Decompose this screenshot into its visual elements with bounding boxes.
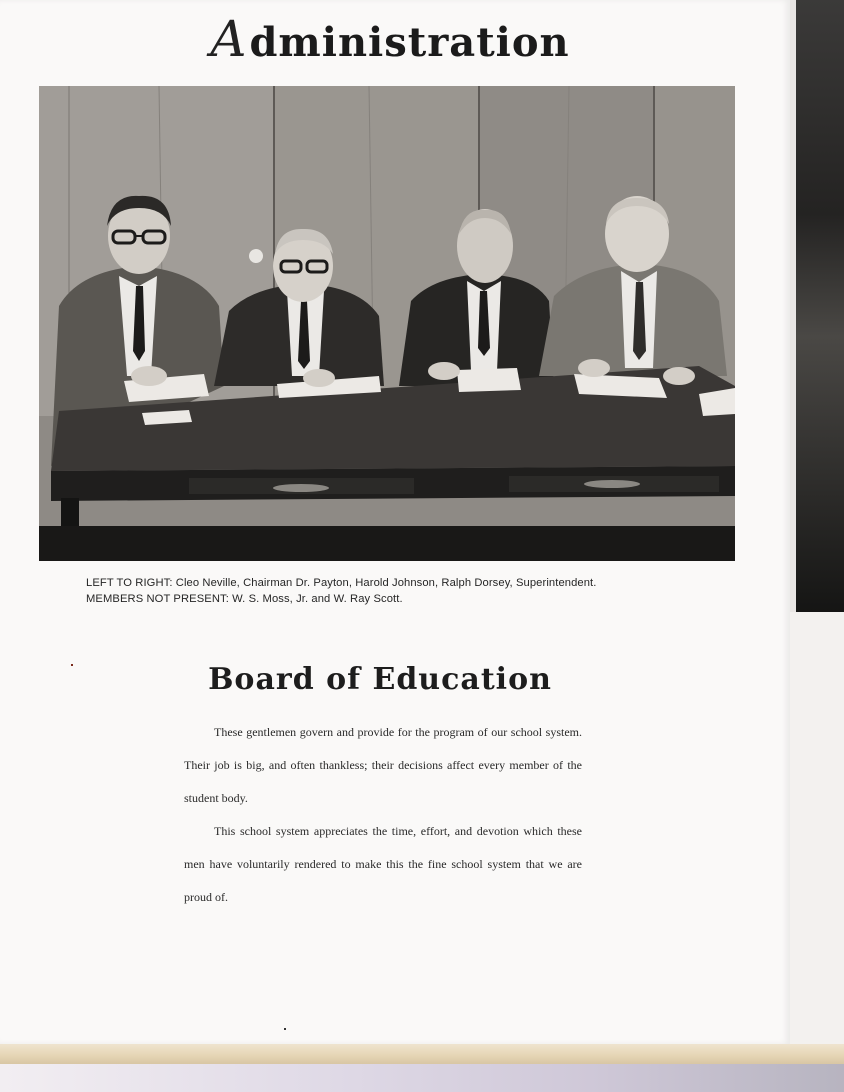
page-title xyxy=(0,10,780,68)
board-photo xyxy=(39,86,735,561)
paragraph-1: These gentlemen govern and provide for the program of our school system. Their job is big, and often thankless; their decisions affect every member of the student body. xyxy=(184,725,582,805)
photo-caption xyxy=(86,575,706,607)
page-edge-strip xyxy=(0,1044,844,1064)
page-title-rest: dministration xyxy=(249,19,570,66)
body-text xyxy=(184,716,582,914)
section-subtitle: Board of Education xyxy=(208,662,552,697)
print-speck xyxy=(284,1028,286,1030)
adjacent-page-edge xyxy=(790,612,844,1044)
print-speck xyxy=(71,664,73,666)
paragraph-2: This school system appreciates the time, effort, and devotion which these men have voluntarily rendered to make this the fine school system that we are proud of. xyxy=(184,824,582,904)
page-title-initial: A xyxy=(210,10,248,68)
board-photo-illustration xyxy=(39,86,735,561)
scan-bottom-band xyxy=(0,1064,844,1092)
adjacent-page-photo-edge xyxy=(796,0,844,612)
caption-line-1: LEFT TO RIGHT: Cleo Neville, Chairman Dr. Payton, Harold Johnson, Ralph Dorsey, Superintendent. xyxy=(86,577,597,589)
caption-line-2: MEMBERS NOT PRESENT: W. S. Moss, Jr. and W. Ray Scott. xyxy=(86,593,403,605)
